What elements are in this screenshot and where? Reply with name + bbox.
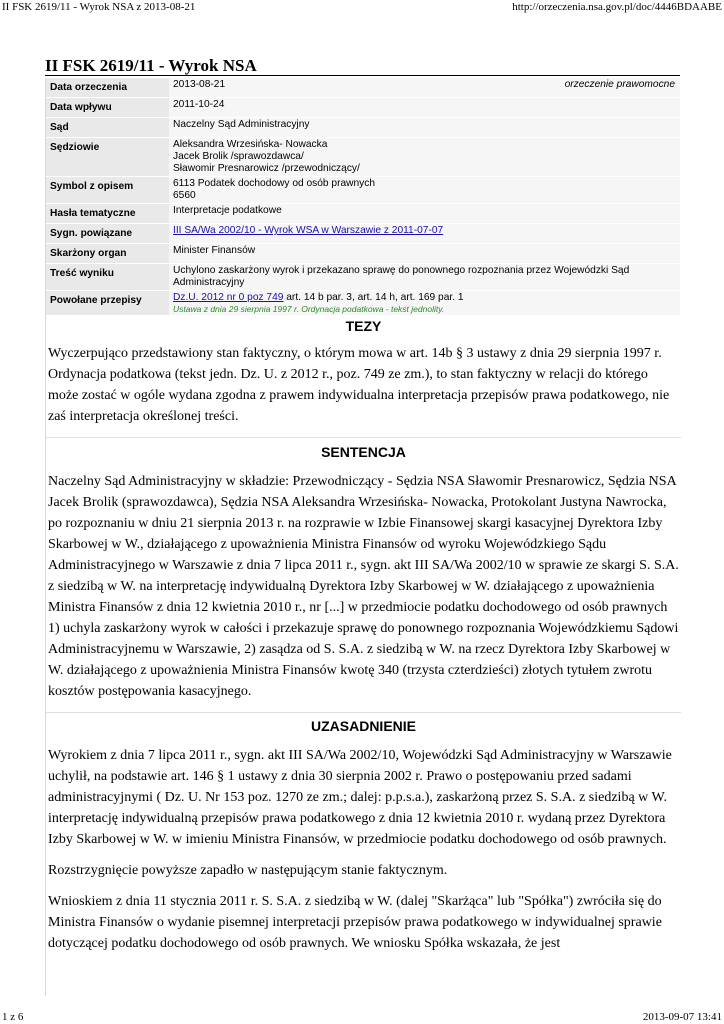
section-divider [46, 437, 681, 438]
meta-label: Sygn. powiązane [46, 224, 169, 244]
meta-row-data-orzeczenia [46, 78, 680, 98]
meta-value [169, 138, 680, 177]
section-divider [46, 712, 681, 713]
judge-name: Jacek Brolik /sprawozdawca/ [173, 151, 304, 162]
print-header-url: http://orzeczenia.nsa.gov.pl/doc/4446BDAABE [512, 1, 722, 13]
print-footer-timestamp: 2013-09-07 13:41 [642, 1011, 722, 1023]
tezy-text: Wyczerpująco przedstawiony stan faktyczny, o którym mowa w art. 14b § 3 ustawy z dnia 29 sierpnia 1997 r. Ordynacja podatkowa (tekst jedn. Dz. U. z 2012 r., poz. 749 ze zm.), to stan faktyczny w relacji do którego może zostać w ogóle wydana zgodna z prawem indywidualna interpretacja przepisów prawa podatkowego, nie zaś interpretacja określonej treści. [48, 346, 670, 424]
statute-articles: art. 14 b par. 3, art. 14 h, art. 169 par. 1 [283, 292, 464, 303]
related-case-link[interactable]: III SA/Wa 2002/10 - Wyrok WSA w Warszawie z 2011-07-07 [173, 225, 444, 236]
meta-row-sygn [46, 224, 680, 244]
uzasadnienie-paragraph: Wnioskiem z dnia 11 stycznia 2011 r. S. S.A. z siedzibą w W. (dalej "Skarżąca" lub "Spółka") zwróciła się do Ministra Finansów o wydanie pisemnej interpretacji przepisów prawa podatkowego w indywidualnej sprawie dotyczącej podatku dochodowego od osób prawnych. We wniosku Spółka wskazała, że jest [48, 894, 662, 951]
meta-value: Naczelny Sąd Administracyjny [169, 118, 680, 138]
tezy-heading: TEZY [345, 318, 382, 334]
statute-note: Ustawa z dnia 29 sierpnia 1997 r. Ordynacja podatkowa - tekst jednolity. [173, 304, 445, 314]
meta-row-sad [46, 118, 680, 138]
page-title: II FSK 2619/11 - Wyrok NSA [45, 56, 257, 75]
sentencja-text: Naczelny Sąd Administracyjny w składzie: Przewodniczący - Sędzia NSA Sławomir Presnarowicz, Sędzia NSA Jacek Brolik (sprawozdawca), Sędzia NSA Aleksandra Wrzesińska- Nowacka, Protokolant Justyna Nawrocka, po rozpoznaniu w dniu 21 sierpnia 2013 r. na rozprawie w Izbie Finansowej skargi kasacyjnej Dyrektora Izby Skarbowej w W., działającego z upoważnienia Ministra Finansów od wyroku Wojewódzkiego Sądu Administracyjnego w Warszawie z dnia 7 lipca 2011 r., sygn. akt III SA/Wa 2002/10 w sprawie ze skargi S. S.A. z siedzibą w W. na interpretację indywidualną Dyrektora Izby Skarbowej w W. działającego z upoważnienia Ministra Finansów z dnia 12 kwietnia 2010 r., nr [...] w przedmiocie podatku dochodowego od osób prawnych 1) uchyla zaskarżony wyrok w całości i przekazuje sprawę do ponownego rozpoznania Wojewódzkiemu Sądowi Administracyjnemu w Warszawie, 2) zasądza od S. S.A. z siedzibą w W. na rzecz Dyrektora Izby Skarbowej w W. działającego z upoważnienia Ministra Finansów kwotę 340 (trzysta czterdzieści) złotych tytułem zwrotu kosztów postępowania kasacyjnego. [48, 474, 679, 699]
meta-label: Skarżony organ [46, 244, 169, 264]
meta-row-symbol [46, 177, 680, 204]
symbol-line: 6113 Podatek dochodowy od osób prawnych [173, 178, 376, 189]
meta-value [169, 291, 680, 316]
meta-label: Sąd [46, 118, 169, 138]
meta-row-tresc [46, 264, 680, 291]
meta-label: Data orzeczenia [46, 78, 169, 98]
meta-row-organ [46, 244, 680, 264]
judgment-status: orzeczenie prawomocne [564, 79, 675, 90]
meta-row-data-wplywu [46, 98, 680, 118]
meta-value: Uchylono zaskarżony wyrok i przekazano sprawę do ponownego rozpoznania przez Wojewódzki Sąd Administracyjny [169, 264, 680, 291]
title-divider [45, 75, 680, 76]
meta-row-przepisy [46, 291, 680, 316]
meta-value [169, 177, 680, 204]
meta-label: Powołane przepisy [46, 291, 169, 316]
judge-name: Sławomir Presnarowicz /przewodniczący/ [173, 163, 360, 174]
uzasadnienie-paragraph: Rozstrzygnięcie powyższe zapadło w następującym stanie faktycznym. [48, 863, 448, 878]
uzasadnienie-paragraph: Wyrokiem z dnia 7 lipca 2011 r., sygn. akt III SA/Wa 2002/10, Wojewódzki Sąd Administracyjny w Warszawie uchylił, na podstawie art. 146 § 1 ustawy z dnia 30 sierpnia 2002 r. Prawo o postępowaniu przed sadami administracyjnymi ( Dz. U. Nr 153 poz. 1270 ze zm.; dalej: p.p.s.a.), zaskarżoną przez S. S.A. z siedzibą w W. interpretację indywidualną przepisów prawa podatkowego z dnia 12 kwietnia 2010 r. wydaną przez Dyrektora Izby Skarbowej w W. w imieniu Ministra Finansów, w przedmiocie podatku dochodowego od osób prawnych. [48, 748, 672, 847]
meta-row-sedziowie [46, 138, 680, 177]
symbol-line: 6560 [173, 190, 196, 201]
meta-value [169, 78, 680, 98]
metadata-table [46, 78, 680, 316]
print-footer-page: 1 z 6 [2, 1011, 24, 1023]
meta-label: Sędziowie [46, 138, 169, 177]
meta-value: 2011-10-24 [169, 98, 680, 118]
meta-label: Data wpływu [46, 98, 169, 118]
document-content [45, 78, 681, 996]
print-header-title: II FSK 2619/11 - Wyrok NSA z 2013-08-21 [2, 1, 196, 13]
judgment-date: 2013-08-21 [173, 79, 226, 90]
meta-value: Interpretacje podatkowe [169, 204, 680, 224]
meta-value [169, 224, 680, 244]
judge-name: Aleksandra Wrzesińska- Nowacka [173, 139, 328, 150]
meta-label: Hasła tematyczne [46, 204, 169, 224]
statute-link[interactable]: Dz.U. 2012 nr 0 poz 749 [173, 292, 284, 303]
meta-row-hasla [46, 204, 680, 224]
meta-value: Minister Finansów [169, 244, 680, 264]
sentencja-heading: SENTENCJA [321, 444, 406, 460]
uzasadnienie-heading: UZASADNIENIE [310, 718, 416, 734]
meta-label: Treść wyniku [46, 264, 169, 291]
meta-label: Symbol z opisem [46, 177, 169, 204]
